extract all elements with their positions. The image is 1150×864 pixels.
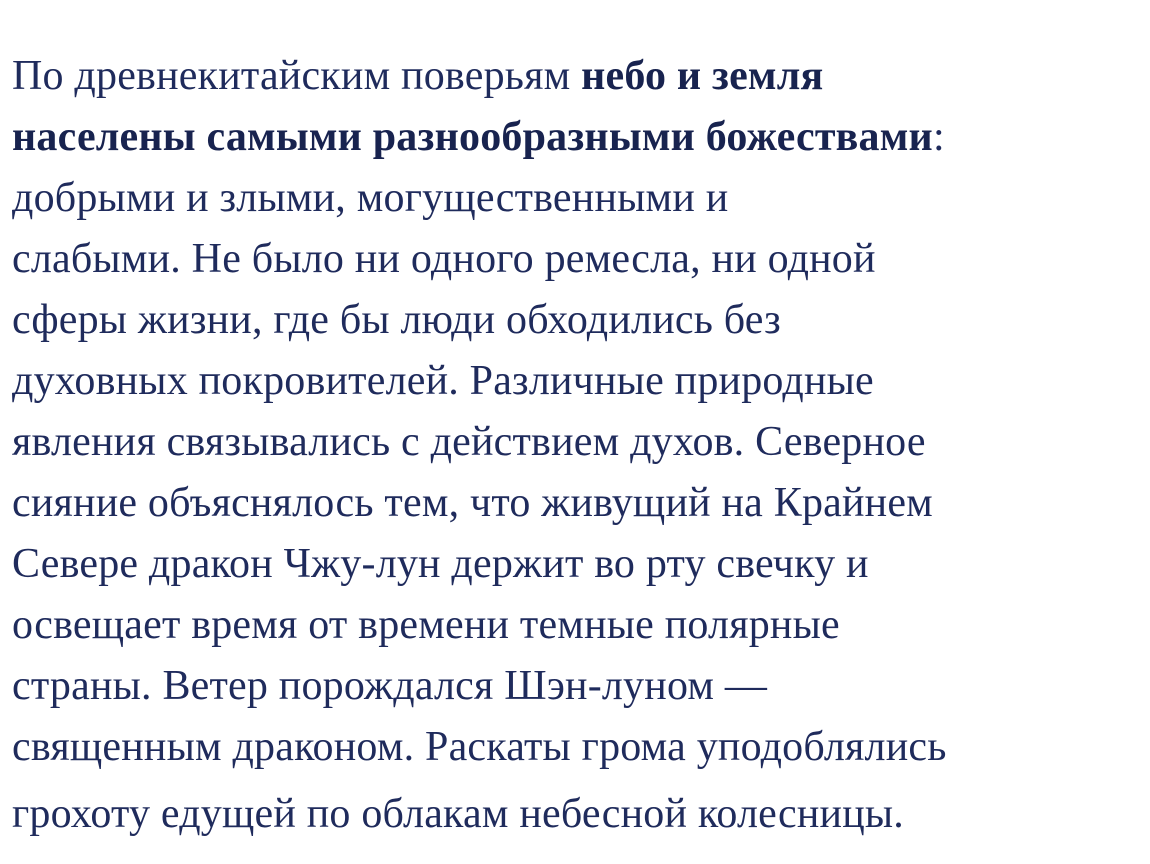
text-line-4: слабыми. Не было ни одного ремесла, ни одной: [12, 236, 876, 282]
text-line-6: духовных покровителей. Различные природные: [12, 358, 874, 404]
text-line-1-bold: небо и земля: [581, 53, 824, 99]
text-line-9: Севере дракон Чжу-лун держит во рту свечку и: [12, 541, 869, 587]
text-line-2-bold: населены самыми разнообразными божествами: [12, 114, 933, 160]
text-line-12: священным драконом. Раскаты грома уподоблялись: [12, 724, 947, 770]
text-line-1: [12, 46, 1142, 107]
body-text: [12, 46, 1142, 845]
text-line-2-plain: :: [932, 114, 945, 160]
text-line-1-plain: По древнекитайским поверьям: [12, 53, 582, 99]
text-line-8: сияние объяснялось тем, что живущий на Крайнем: [12, 480, 933, 526]
text-line-13: грохоту едущей по облакам небесной колесницы.: [12, 791, 905, 837]
text-line-7: явления связывались с действием духов. Северное: [12, 419, 926, 465]
text-line-3: добрыми и злыми, могущественными и: [12, 175, 729, 221]
text-line-2: [12, 107, 1142, 168]
text-line-10: освещает время от времени темные полярные: [12, 602, 840, 648]
text-line-11: страны. Ветер порождался Шэн-луном —: [12, 663, 768, 709]
text-line-5: сферы жизни, где бы люди обходились без: [12, 297, 781, 343]
